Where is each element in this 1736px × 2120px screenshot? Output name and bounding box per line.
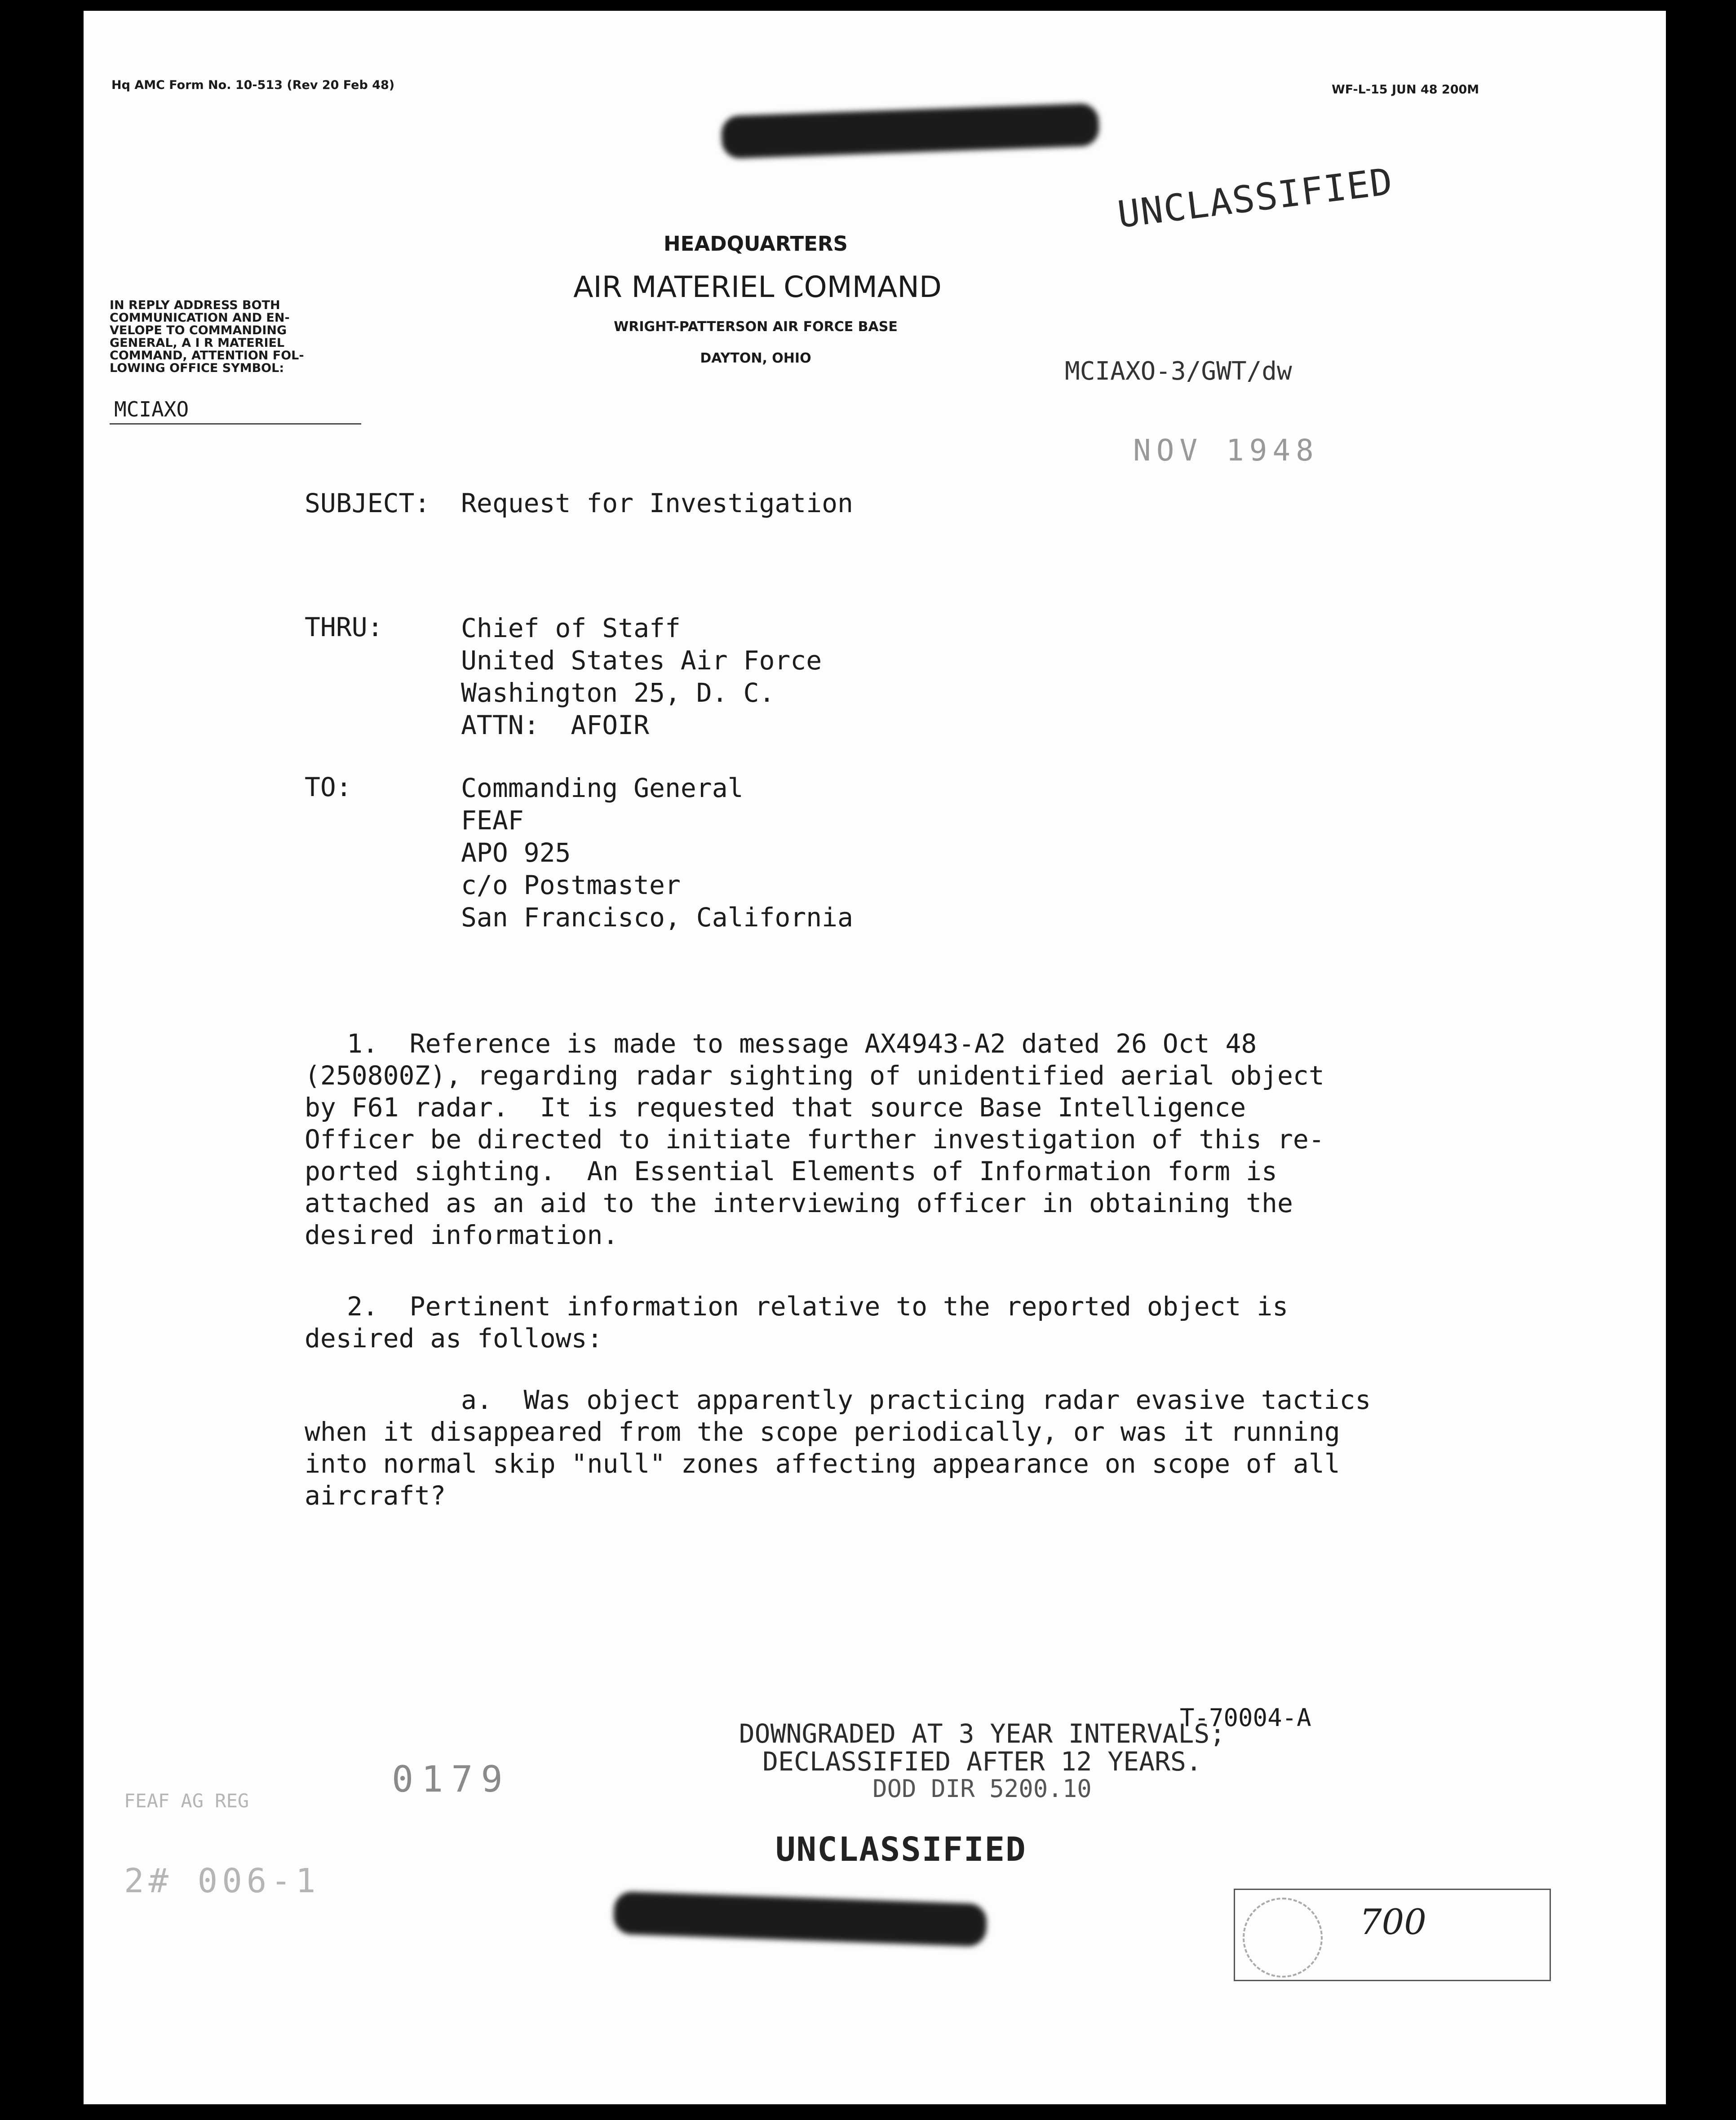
date-stamp: NOV 1948	[1133, 433, 1319, 468]
body-line: into normal skip "null" zones affecting appearance on scope of all	[305, 1448, 1340, 1479]
thru-label: THRU:	[305, 612, 383, 642]
body-line: Officer be directed to initiate further investigation of this re-	[305, 1124, 1324, 1155]
body-line: desired as follows:	[305, 1323, 603, 1354]
body-line: 2. Pertinent information relative to the reported object is	[347, 1291, 1289, 1322]
reply-line: LOWING OFFICE SYMBOL:	[110, 361, 284, 375]
redaction-mark-bottom	[613, 1891, 988, 1947]
body-line: desired information.	[305, 1220, 619, 1250]
letterhead-city: DAYTON, OHIO	[700, 350, 811, 366]
downgrade-stamp	[623, 1720, 1342, 1802]
handwritten-number: 700	[1360, 1902, 1426, 1943]
subject-label: SUBJECT:	[305, 488, 430, 518]
to-line: FEAF	[461, 805, 524, 836]
body-line: attached as an aid to the interviewing officer in obtaining the	[305, 1188, 1293, 1218]
stamp-number: 0179	[392, 1758, 511, 1800]
to-line: c/o Postmaster	[461, 870, 681, 900]
to-line: San Francisco, California	[461, 902, 853, 933]
classification-stamp-top: UNCLASSIFIED	[1115, 160, 1395, 237]
body-line: 1. Reference is made to message AX4943-A2 dated 26 Oct 48	[347, 1028, 1257, 1059]
thru-line: Washington 25, D. C.	[461, 677, 775, 708]
to-address	[461, 772, 853, 934]
reply-line: GENERAL, A I R MATERIEL	[110, 336, 285, 350]
letterhead-command: AIR MATERIEL COMMAND	[573, 270, 942, 304]
downgrade-line: DECLASSIFIED AFTER 12 YEARS.	[762, 1746, 1202, 1777]
reply-line: VELOPE TO COMMANDING	[110, 323, 287, 337]
to-label: TO:	[305, 772, 352, 802]
thru-address	[461, 612, 822, 741]
reply-line: IN REPLY ADDRESS BOTH	[110, 298, 280, 312]
body-line: by F61 radar. It is requested that source Base Intelligence	[305, 1092, 1246, 1123]
body-line: ported sighting. An Essential Elements of Information form is	[305, 1156, 1277, 1186]
downgrade-line: DOWNGRADED AT 3 YEAR INTERVALS;	[739, 1718, 1226, 1749]
reply-line: COMMAND, ATTENTION FOL-	[110, 349, 304, 363]
to-line: APO 925	[461, 837, 571, 868]
print-code: WF-L-15 JUN 48 200M	[1332, 83, 1479, 97]
reference-code: MCIAXO-3/GWT/dw	[1065, 357, 1292, 386]
circular-stamp	[1243, 1898, 1323, 1978]
letterhead-headquarters: HEADQUARTERS	[664, 232, 848, 256]
thru-line: Chief of Staff	[461, 613, 681, 643]
body-line: when it disappeared from the scope periodically, or was it running	[305, 1416, 1340, 1447]
letterhead-base: WRIGHT-PATTERSON AIR FORCE BASE	[614, 319, 898, 335]
document-page	[84, 11, 1666, 2104]
form-number: Hq AMC Form No. 10-513 (Rev 20 Feb 48)	[111, 78, 395, 92]
office-symbol-underline	[110, 423, 361, 425]
downgrade-line: DOD DIR 5200.10	[872, 1775, 1092, 1803]
thru-line: ATTN: AFOIR	[461, 710, 650, 740]
faint-stamp-left: FEAF AG REG	[124, 1790, 249, 1812]
office-symbol: MCIAXO	[114, 397, 189, 421]
reply-line: COMMUNICATION AND EN-	[110, 311, 290, 325]
body-line: (250800Z), regarding radar sighting of unidentified aerial object	[305, 1060, 1324, 1091]
redaction-mark-top	[721, 103, 1100, 159]
subject-value: Request for Investigation	[461, 488, 853, 518]
to-line: Commanding General	[461, 773, 744, 803]
document-number: T-70004-A	[1180, 1704, 1311, 1732]
reply-instructions	[110, 299, 361, 375]
body-line: a. Was object apparently practicing radar evasive tactics	[461, 1385, 1371, 1415]
classification-stamp-bottom: UNCLASSIFIED	[775, 1830, 1027, 1869]
faint-number: 2# 006-1	[124, 1862, 320, 1900]
thru-line: United States Air Force	[461, 645, 822, 676]
body-line: aircraft?	[305, 1480, 446, 1511]
